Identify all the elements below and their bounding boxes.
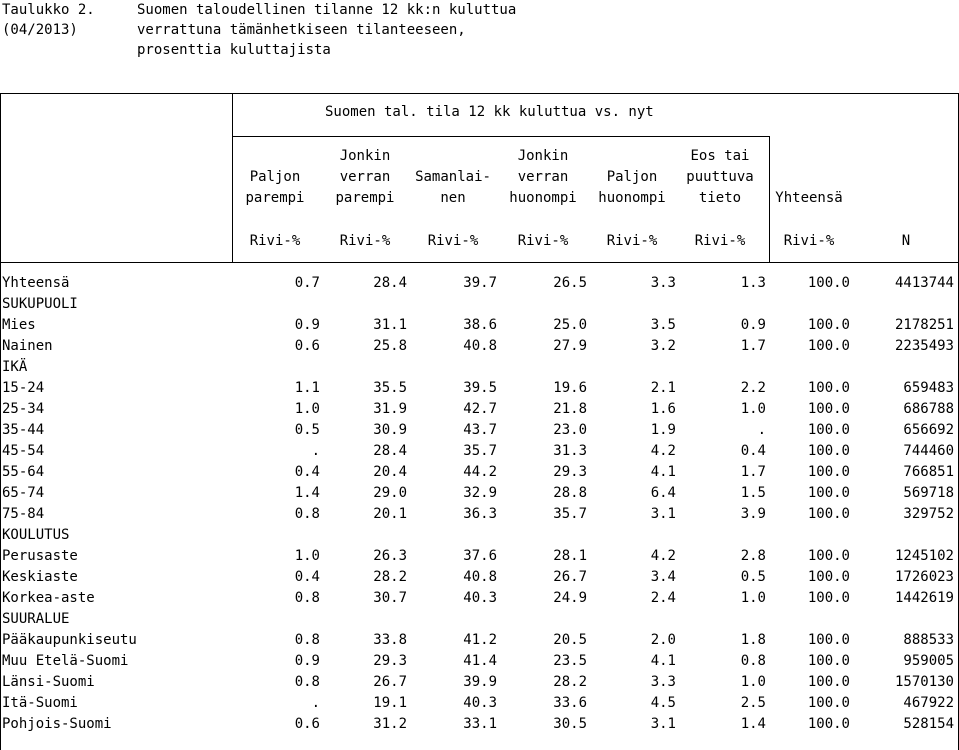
cell-col-6: 1.3 xyxy=(740,275,766,291)
cell-col-6: 1.0 xyxy=(740,674,766,690)
cell-col-2: 28.4 xyxy=(373,443,407,459)
cell-col-2: 20.1 xyxy=(373,506,407,522)
cell-col-1: 0.8 xyxy=(294,632,320,648)
table-row xyxy=(0,378,959,399)
cell-col-8: 467922 xyxy=(903,695,954,711)
cell-col-4: 21.8 xyxy=(553,401,587,417)
cell-col-8: 1245102 xyxy=(894,548,954,564)
cell-col-6: 1.5 xyxy=(740,485,766,501)
cell-col-4: 19.6 xyxy=(553,380,587,396)
cell-col-5: 4.5 xyxy=(650,695,676,711)
cell-col-6: 0.4 xyxy=(740,443,766,459)
column-header-3-line-2: Samanlai- xyxy=(415,169,491,185)
table-row xyxy=(0,672,959,693)
cell-col-3: 38.6 xyxy=(463,317,497,333)
cell-col-5: 4.1 xyxy=(650,653,676,669)
cell-col-3: 41.4 xyxy=(463,653,497,669)
cell-col-1: 0.9 xyxy=(294,317,320,333)
table-row xyxy=(0,441,959,462)
cell-col-1: 0.8 xyxy=(294,674,320,690)
group-header: Suomen tal. tila 12 kk kuluttua vs. nyt xyxy=(325,104,654,120)
cell-col-8: 1570130 xyxy=(894,674,954,690)
cell-col-8: 659483 xyxy=(903,380,954,396)
cell-col-5: 1.9 xyxy=(650,422,676,438)
cell-col-1: 0.4 xyxy=(294,569,320,585)
cell-col-5: 3.3 xyxy=(650,275,676,291)
column-header-4-line-1: Jonkin xyxy=(517,148,569,164)
cell-col-8: 528154 xyxy=(903,716,954,732)
group-label-row xyxy=(0,357,959,378)
unit-header-5: Rivi-% xyxy=(606,233,658,249)
cell-col-3: 39.7 xyxy=(463,275,497,291)
row-label: Korkea-aste xyxy=(2,590,95,606)
cell-col-2: 33.8 xyxy=(373,632,407,648)
column-header-5-line-3: huonompi xyxy=(598,190,666,206)
cell-col-5: 3.5 xyxy=(650,317,676,333)
group-label-row xyxy=(0,294,959,315)
table-row xyxy=(0,714,959,735)
row-label: Yhteensä xyxy=(2,275,70,291)
cell-col-4: 26.5 xyxy=(553,275,587,291)
cell-col-1: 0.6 xyxy=(294,338,320,354)
cell-col-8: 569718 xyxy=(903,485,954,501)
cell-col-6: 0.5 xyxy=(740,569,766,585)
row-label: SUKUPUOLI xyxy=(2,296,78,312)
column-header-2-line-3: parempi xyxy=(335,190,395,206)
cell-col-1: 0.5 xyxy=(294,422,320,438)
cell-col-5: 3.2 xyxy=(650,338,676,354)
title-line-1: Suomen taloudellinen tilanne 12 kk:n kuluttua xyxy=(137,2,517,18)
column-header-1-line-3: parempi xyxy=(245,190,305,206)
cell-col-2: 26.3 xyxy=(373,548,407,564)
column-header-2-line-2: verran xyxy=(339,169,391,185)
table-row xyxy=(0,462,959,483)
cell-col-1: 0.4 xyxy=(294,464,320,480)
unit-header-3: Rivi-% xyxy=(427,233,479,249)
cell-col-7: 100.0 xyxy=(807,590,850,606)
cell-col-4: 26.7 xyxy=(553,569,587,585)
cell-col-8: 2178251 xyxy=(894,317,954,333)
cell-col-4: 23.0 xyxy=(553,422,587,438)
cell-col-5: 2.0 xyxy=(650,632,676,648)
cell-col-6: . xyxy=(757,422,766,438)
unit-header-8: N xyxy=(901,233,911,249)
cell-col-6: 1.8 xyxy=(740,632,766,648)
cell-col-3: 43.7 xyxy=(463,422,497,438)
cell-col-7: 100.0 xyxy=(807,653,850,669)
cell-col-4: 29.3 xyxy=(553,464,587,480)
cell-col-3: 40.8 xyxy=(463,338,497,354)
row-label: 15-24 xyxy=(2,380,45,396)
cell-col-1: 1.4 xyxy=(294,485,320,501)
cell-col-7: 100.0 xyxy=(807,569,850,585)
cell-col-4: 35.7 xyxy=(553,506,587,522)
table-row xyxy=(0,315,959,336)
cell-col-2: 26.7 xyxy=(373,674,407,690)
cell-col-5: 3.1 xyxy=(650,506,676,522)
cell-col-7: 100.0 xyxy=(807,380,850,396)
cell-col-4: 30.5 xyxy=(553,716,587,732)
cell-col-2: 30.9 xyxy=(373,422,407,438)
cell-col-8: 686788 xyxy=(903,401,954,417)
row-label: Länsi-Suomi xyxy=(2,674,95,690)
cell-col-4: 28.8 xyxy=(553,485,587,501)
cell-col-3: 33.1 xyxy=(463,716,497,732)
header-bottom-rule xyxy=(0,262,959,263)
unit-header-7: Rivi-% xyxy=(783,233,835,249)
table-row xyxy=(0,588,959,609)
cell-col-5: 1.6 xyxy=(650,401,676,417)
cell-col-6: 2.8 xyxy=(740,548,766,564)
cell-col-2: 35.5 xyxy=(373,380,407,396)
title-line-3: prosenttia kuluttajista xyxy=(137,42,331,58)
cell-col-5: 3.4 xyxy=(650,569,676,585)
cell-col-3: 40.8 xyxy=(463,569,497,585)
cell-col-1: 0.6 xyxy=(294,716,320,732)
cell-col-4: 28.1 xyxy=(553,548,587,564)
cell-col-1: 0.8 xyxy=(294,506,320,522)
row-label: IKÄ xyxy=(2,359,28,375)
cell-col-5: 3.1 xyxy=(650,716,676,732)
row-label: 75-84 xyxy=(2,506,45,522)
cell-col-2: 31.2 xyxy=(373,716,407,732)
cell-col-2: 30.7 xyxy=(373,590,407,606)
cell-col-6: 0.9 xyxy=(740,317,766,333)
cell-col-6: 2.5 xyxy=(740,695,766,711)
cell-col-8: 4413744 xyxy=(894,275,954,291)
table-row xyxy=(0,546,959,567)
cell-col-1: . xyxy=(311,695,320,711)
cell-col-7: 100.0 xyxy=(807,464,850,480)
cell-col-8: 888533 xyxy=(903,632,954,648)
table-row xyxy=(0,630,959,651)
cell-col-2: 28.2 xyxy=(373,569,407,585)
row-label: 65-74 xyxy=(2,485,45,501)
table-row xyxy=(0,693,959,714)
cell-col-3: 37.6 xyxy=(463,548,497,564)
cell-col-7: 100.0 xyxy=(807,422,850,438)
unit-header-2: Rivi-% xyxy=(339,233,391,249)
cell-col-3: 41.2 xyxy=(463,632,497,648)
cell-col-5: 4.2 xyxy=(650,548,676,564)
cell-col-8: 1442619 xyxy=(894,590,954,606)
cell-col-5: 2.4 xyxy=(650,590,676,606)
row-label: Itä-Suomi xyxy=(2,695,78,711)
cell-col-7: 100.0 xyxy=(807,275,850,291)
cell-col-2: 31.1 xyxy=(373,317,407,333)
cell-col-6: 0.8 xyxy=(740,653,766,669)
cell-col-8: 1726023 xyxy=(894,569,954,585)
table-number: Taulukko 2. xyxy=(2,2,95,18)
group-header-rule xyxy=(232,136,769,137)
column-header-4-line-2: verran xyxy=(517,169,569,185)
column-header-4-line-3: huonompi xyxy=(509,190,577,206)
cell-col-6: 1.0 xyxy=(740,590,766,606)
cell-col-3: 42.7 xyxy=(463,401,497,417)
row-label: 25-34 xyxy=(2,401,45,417)
cell-col-8: 766851 xyxy=(903,464,954,480)
cell-col-5: 3.3 xyxy=(650,674,676,690)
row-label: Muu Etelä-Suomi xyxy=(2,653,129,669)
cell-col-3: 40.3 xyxy=(463,695,497,711)
cell-col-2: 31.9 xyxy=(373,401,407,417)
table-row xyxy=(0,273,959,294)
row-label: 45-54 xyxy=(2,443,45,459)
column-header-6-line-1: Eos tai xyxy=(690,148,750,164)
row-label: Keskiaste xyxy=(2,569,78,585)
row-label: Pohjois-Suomi xyxy=(2,716,112,732)
cell-col-4: 24.9 xyxy=(553,590,587,606)
cell-col-2: 29.3 xyxy=(373,653,407,669)
cell-col-6: 2.2 xyxy=(740,380,766,396)
cell-col-7: 100.0 xyxy=(807,716,850,732)
cell-col-4: 31.3 xyxy=(553,443,587,459)
cell-col-4: 28.2 xyxy=(553,674,587,690)
cell-col-8: 329752 xyxy=(903,506,954,522)
column-header-5-line-2: Paljon xyxy=(606,169,658,185)
column-header-7-line-3: Yhteensä xyxy=(775,190,843,206)
table-row xyxy=(0,483,959,504)
cell-col-4: 20.5 xyxy=(553,632,587,648)
cell-col-6: 1.4 xyxy=(740,716,766,732)
cell-col-6: 1.7 xyxy=(740,464,766,480)
column-header-2-line-1: Jonkin xyxy=(339,148,391,164)
cell-col-5: 2.1 xyxy=(650,380,676,396)
cell-col-3: 39.5 xyxy=(463,380,497,396)
row-label: SUURALUE xyxy=(2,611,70,627)
unit-header-6: Rivi-% xyxy=(694,233,746,249)
cell-col-5: 4.2 xyxy=(650,443,676,459)
column-header-3-line-3: nen xyxy=(440,190,466,206)
cell-col-1: 0.9 xyxy=(294,653,320,669)
cell-col-8: 656692 xyxy=(903,422,954,438)
table-date: (04/2013) xyxy=(2,22,78,38)
cell-col-3: 36.3 xyxy=(463,506,497,522)
cell-col-4: 23.5 xyxy=(553,653,587,669)
cell-col-4: 27.9 xyxy=(553,338,587,354)
cell-col-7: 100.0 xyxy=(807,338,850,354)
group-label-row xyxy=(0,609,959,630)
row-label: KOULUTUS xyxy=(2,527,70,543)
cell-col-6: 1.7 xyxy=(740,338,766,354)
cell-col-2: 20.4 xyxy=(373,464,407,480)
row-label: 55-64 xyxy=(2,464,45,480)
cell-col-1: 0.8 xyxy=(294,590,320,606)
cell-col-7: 100.0 xyxy=(807,317,850,333)
cell-col-3: 32.9 xyxy=(463,485,497,501)
cell-col-3: 39.9 xyxy=(463,674,497,690)
row-label: Pääkaupunkiseutu xyxy=(2,632,137,648)
cell-col-8: 959005 xyxy=(903,653,954,669)
cell-col-7: 100.0 xyxy=(807,548,850,564)
cell-col-5: 6.4 xyxy=(650,485,676,501)
table-row xyxy=(0,336,959,357)
cell-col-3: 44.2 xyxy=(463,464,497,480)
cell-col-1: 0.7 xyxy=(294,275,320,291)
column-header-1-line-2: Paljon xyxy=(249,169,301,185)
cell-col-7: 100.0 xyxy=(807,485,850,501)
cell-col-8: 744460 xyxy=(903,443,954,459)
cell-col-2: 19.1 xyxy=(373,695,407,711)
table-row xyxy=(0,651,959,672)
cell-col-1: 1.0 xyxy=(294,548,320,564)
cell-col-6: 3.9 xyxy=(740,506,766,522)
row-label: Mies xyxy=(2,317,36,333)
table-row xyxy=(0,399,959,420)
cell-col-4: 33.6 xyxy=(553,695,587,711)
cell-col-5: 4.1 xyxy=(650,464,676,480)
cell-col-2: 29.0 xyxy=(373,485,407,501)
table-row xyxy=(0,504,959,525)
cell-col-1: 1.0 xyxy=(294,401,320,417)
cell-col-7: 100.0 xyxy=(807,674,850,690)
cell-col-6: 1.0 xyxy=(740,401,766,417)
column-header-6-line-3: tieto xyxy=(698,190,742,206)
table-top-rule xyxy=(0,93,959,94)
cell-col-7: 100.0 xyxy=(807,443,850,459)
cell-col-3: 40.3 xyxy=(463,590,497,606)
table-row xyxy=(0,567,959,588)
cell-col-1: 1.1 xyxy=(294,380,320,396)
row-label: Nainen xyxy=(2,338,53,354)
cell-col-4: 25.0 xyxy=(553,317,587,333)
cell-col-7: 100.0 xyxy=(807,632,850,648)
title-line-2: verrattuna tämänhetkiseen tilanteeseen, xyxy=(137,22,466,38)
cell-col-7: 100.0 xyxy=(807,506,850,522)
cell-col-1: . xyxy=(311,443,320,459)
column-header-6-line-2: puuttuva xyxy=(686,169,754,185)
row-label: Perusaste xyxy=(2,548,78,564)
cell-col-7: 100.0 xyxy=(807,695,850,711)
cell-col-2: 28.4 xyxy=(373,275,407,291)
cell-col-7: 100.0 xyxy=(807,401,850,417)
row-label: 35-44 xyxy=(2,422,45,438)
cell-col-8: 2235493 xyxy=(894,338,954,354)
cell-col-2: 25.8 xyxy=(373,338,407,354)
cell-col-3: 35.7 xyxy=(463,443,497,459)
group-label-row xyxy=(0,525,959,546)
unit-header-1: Rivi-% xyxy=(249,233,301,249)
table-row xyxy=(0,420,959,441)
unit-header-4: Rivi-% xyxy=(517,233,569,249)
